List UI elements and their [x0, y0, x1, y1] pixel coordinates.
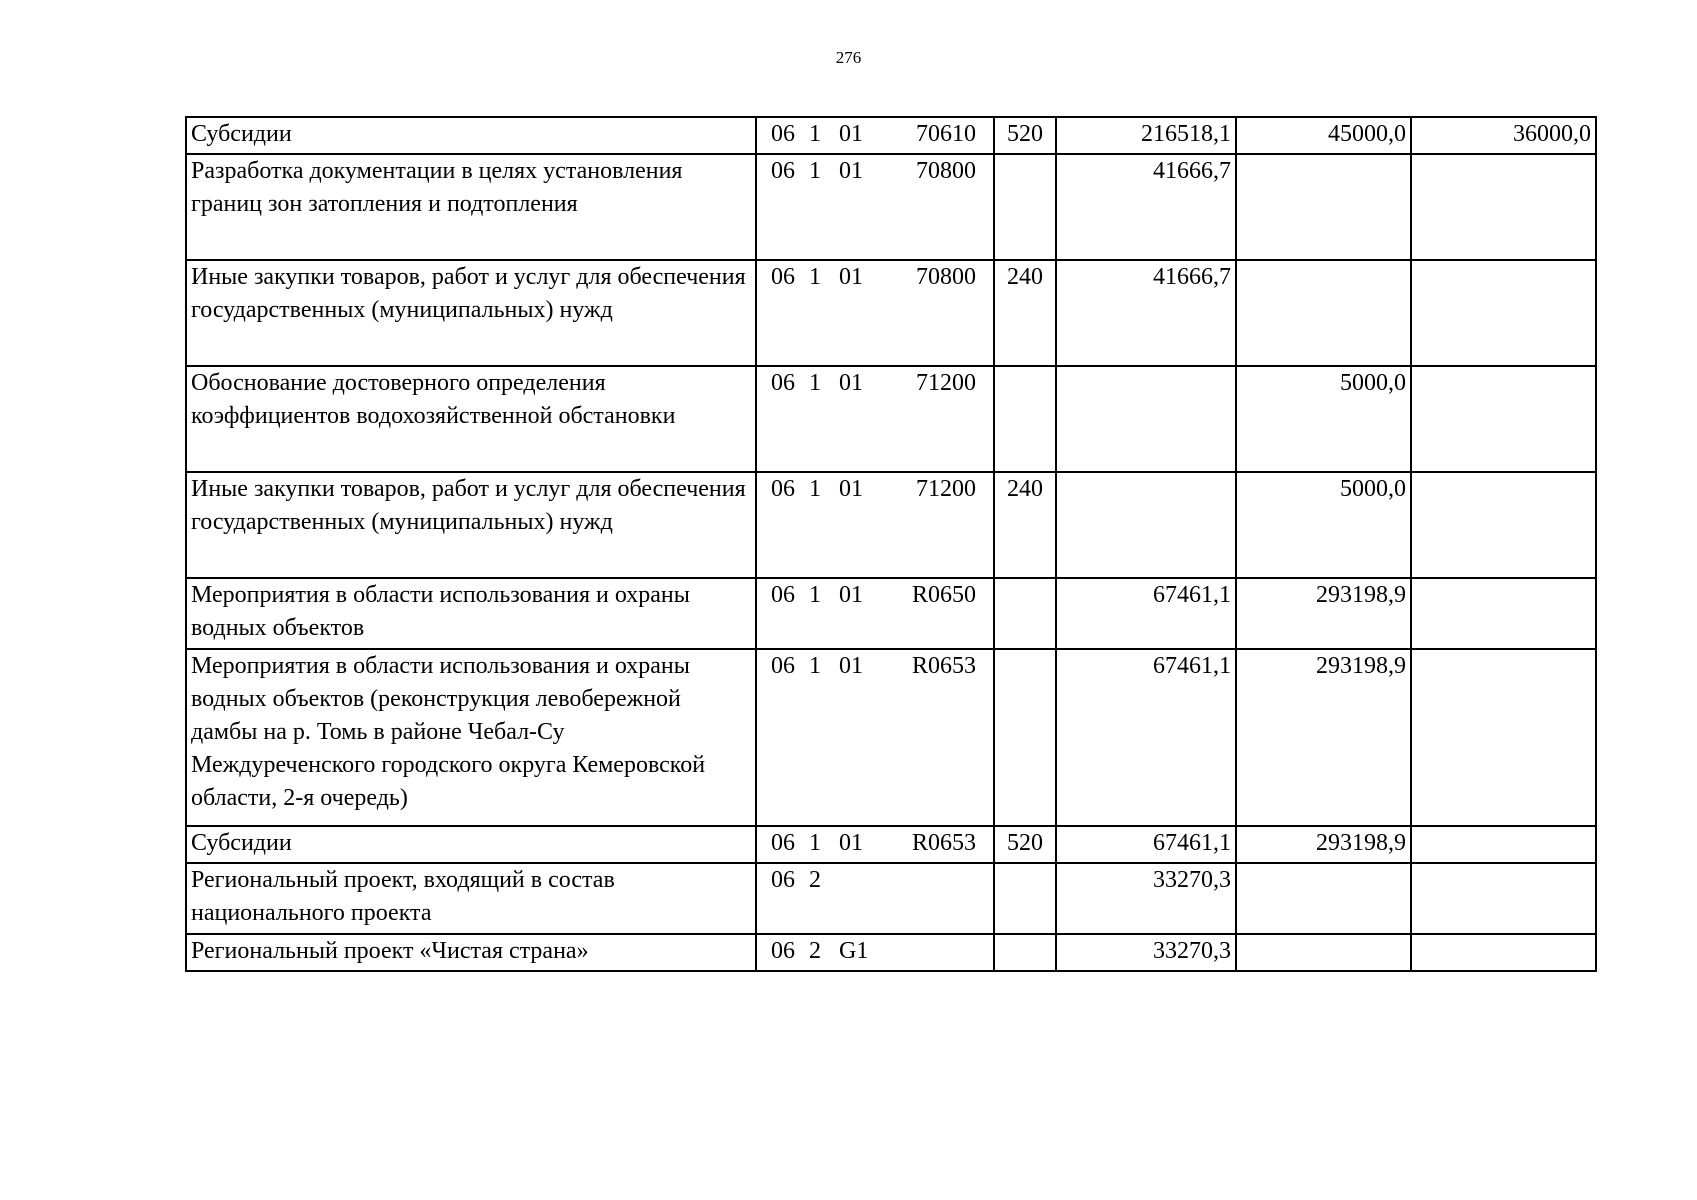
amount-2: 293198,9 [1236, 649, 1411, 826]
amount-2: 5000,0 [1236, 366, 1411, 472]
amount-1: 216518,1 [1056, 117, 1236, 154]
amount-3 [1411, 578, 1596, 649]
table-row [186, 934, 1596, 971]
amount-1: 41666,7 [1056, 260, 1236, 366]
code-subprogram: 01 [839, 264, 863, 290]
code-section: 06 [771, 370, 795, 396]
item-name: Региональный проект, входящий в состав национального проекта [186, 863, 756, 934]
amount-3 [1411, 863, 1596, 934]
code-direction: 70800 [916, 158, 976, 184]
code-program: 1 [809, 653, 821, 679]
item-name: Субсидии [186, 826, 756, 863]
item-name: Обоснование достоверного определения коэффициентов водохозяйственной обстановки [186, 366, 756, 472]
item-name: Иные закупки товаров, работ и услуг для обеспечения государственных (муниципальных) нужд [186, 472, 756, 578]
code-direction: 70800 [916, 264, 976, 290]
expense-type: 520 [994, 826, 1056, 863]
expense-type: 240 [994, 472, 1056, 578]
code-subprogram: 01 [839, 158, 863, 184]
amount-3: 36000,0 [1411, 117, 1596, 154]
code-section: 06 [771, 158, 795, 184]
amount-3 [1411, 154, 1596, 260]
table-row [186, 472, 1596, 578]
code-section: 06 [771, 867, 795, 893]
amount-1 [1056, 366, 1236, 472]
code-subprogram: 01 [839, 582, 863, 608]
amount-2: 5000,0 [1236, 472, 1411, 578]
code-program: 1 [809, 582, 821, 608]
expense-type [994, 578, 1056, 649]
code-subprogram: 01 [839, 476, 863, 502]
amount-3 [1411, 472, 1596, 578]
amount-1: 67461,1 [1056, 826, 1236, 863]
item-name: Разработка документации в целях установления границ зон затопления и подтопления [186, 154, 756, 260]
amount-2 [1236, 154, 1411, 260]
code-program: 1 [809, 830, 821, 856]
table-row [186, 578, 1596, 649]
table-row [186, 863, 1596, 934]
amount-2 [1236, 934, 1411, 971]
item-name: Иные закупки товаров, работ и услуг для обеспечения государственных (муниципальных) нужд [186, 260, 756, 366]
code-program: 1 [809, 476, 821, 502]
code-section: 06 [771, 264, 795, 290]
expense-type: 240 [994, 260, 1056, 366]
code-section: 06 [771, 653, 795, 679]
expense-type [994, 366, 1056, 472]
code-direction: 70610 [916, 121, 976, 147]
code-subprogram: 01 [839, 653, 863, 679]
classification-code [756, 649, 994, 826]
classification-code [756, 826, 994, 863]
code-subprogram: G1 [839, 938, 869, 964]
amount-3 [1411, 260, 1596, 366]
code-direction: 71200 [916, 370, 976, 396]
classification-code [756, 863, 994, 934]
table-row [186, 260, 1596, 366]
table-row [186, 154, 1596, 260]
code-subprogram: 01 [839, 370, 863, 396]
code-direction: R0653 [911, 653, 976, 679]
expense-type [994, 154, 1056, 260]
amount-1 [1056, 472, 1236, 578]
classification-code [756, 260, 994, 366]
amount-1: 41666,7 [1056, 154, 1236, 260]
code-section: 06 [771, 938, 795, 964]
amount-2: 293198,9 [1236, 826, 1411, 863]
classification-code [756, 578, 994, 649]
expense-type: 520 [994, 117, 1056, 154]
classification-code [756, 934, 994, 971]
code-section: 06 [771, 582, 795, 608]
classification-code [756, 472, 994, 578]
amount-1: 67461,1 [1056, 578, 1236, 649]
table-row [186, 366, 1596, 472]
amount-3 [1411, 366, 1596, 472]
code-direction: R0650 [911, 582, 976, 608]
amount-2 [1236, 863, 1411, 934]
amount-1: 67461,1 [1056, 649, 1236, 826]
amount-2: 293198,9 [1236, 578, 1411, 649]
table-row [186, 826, 1596, 863]
amount-1: 33270,3 [1056, 863, 1236, 934]
amount-2 [1236, 260, 1411, 366]
code-program: 1 [809, 264, 821, 290]
amount-1: 33270,3 [1056, 934, 1236, 971]
item-name: Региональный проект «Чистая страна» [186, 934, 756, 971]
classification-code [756, 154, 994, 260]
amount-3 [1411, 934, 1596, 971]
amount-3 [1411, 649, 1596, 826]
code-subprogram: 01 [839, 121, 863, 147]
amount-2: 45000,0 [1236, 117, 1411, 154]
code-program: 1 [809, 370, 821, 396]
expense-type [994, 863, 1056, 934]
budget-table [185, 116, 1597, 972]
code-direction: R0653 [911, 830, 976, 856]
item-name: Субсидии [186, 117, 756, 154]
code-section: 06 [771, 121, 795, 147]
code-program: 2 [809, 938, 821, 964]
code-subprogram: 01 [839, 830, 863, 856]
code-program: 2 [809, 867, 821, 893]
code-direction: 71200 [916, 476, 976, 502]
code-program: 1 [809, 158, 821, 184]
item-name: Мероприятия в области использования и охраны водных объектов (реконструкция левобережной дамбы на р. Томь в районе Чебал-Су Междуреченского городского округа Кемеровской области, 2-я очередь) [186, 649, 756, 826]
expense-type [994, 934, 1056, 971]
table-row [186, 649, 1596, 826]
amount-3 [1411, 826, 1596, 863]
page-number: 276 [835, 48, 862, 67]
expense-type [994, 649, 1056, 826]
classification-code [756, 117, 994, 154]
code-section: 06 [771, 476, 795, 502]
code-section: 06 [771, 830, 795, 856]
classification-code [756, 366, 994, 472]
table-row [186, 117, 1596, 154]
item-name: Мероприятия в области использования и охраны водных объектов [186, 578, 756, 649]
code-program: 1 [809, 121, 821, 147]
